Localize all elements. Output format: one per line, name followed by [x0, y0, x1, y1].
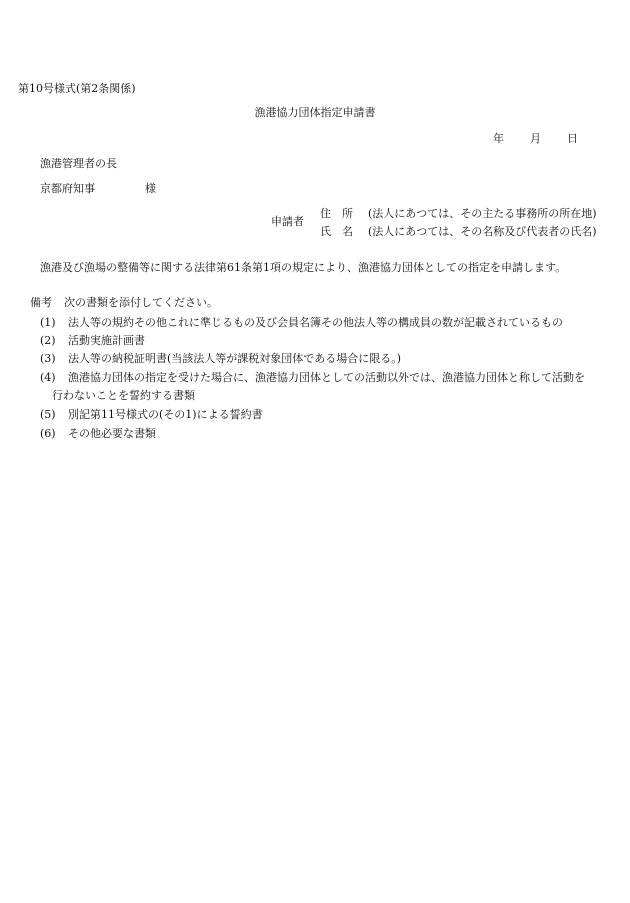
form-number: 第10号様式(第2条関係): [18, 82, 136, 95]
date-day-label: 日: [567, 132, 578, 145]
note-number: (3): [40, 352, 56, 365]
addressee-title: 漁港管理者の長: [40, 157, 117, 170]
notes-heading: [30, 296, 218, 310]
applicant-address-row: [320, 207, 597, 221]
note-number: (2): [40, 334, 56, 347]
note-number: (5): [40, 408, 56, 421]
document-title: 漁港協力団体指定申請書: [254, 106, 376, 119]
note-item-2: [40, 334, 145, 348]
note-item-6: [40, 427, 156, 441]
note-item-3: [40, 352, 401, 366]
note-text: その他必要な書類: [68, 427, 156, 440]
note-text: 法人等の規約その他これに準じるもの及び会員名簿その他法人等の構成員の数が記載されているもの: [68, 316, 563, 329]
name-label: 氏 名: [320, 225, 353, 238]
addressee-honorific: 様: [145, 182, 156, 195]
name-note: (法人にあつては、その名称及び代表者の氏名): [368, 225, 597, 238]
addressee-name: 京都府知事: [40, 182, 95, 195]
note-item-4: [40, 371, 585, 385]
note-item-5: [40, 408, 263, 422]
notes-heading-label: 備考: [30, 296, 52, 309]
date-year-label: 年: [493, 132, 504, 145]
address-label: 住 所: [320, 207, 353, 220]
address-note: (法人にあつては、その主たる事務所の所在地): [368, 207, 597, 220]
applicant-name-row: [320, 225, 597, 239]
note-text: 漁港協力団体の指定を受けた場合に、漁港協力団体としての活動以外では、漁港協力団体と称して活動を: [68, 371, 585, 384]
notes-intro: 次の書類を添付してください。: [64, 296, 218, 309]
date-line: [493, 132, 578, 146]
body-text: 漁港及び漁場の整備等に関する法律第61条第1項の規定により、漁港協力団体としての指定を申請します。: [40, 261, 567, 274]
note-number: (4): [40, 371, 56, 384]
addressee-line: [40, 182, 156, 196]
note-number: (1): [40, 316, 56, 329]
note-number: (6): [40, 427, 56, 440]
note-text: 法人等の納税証明書(当該法人等が課税対象団体である場合に限る。): [68, 352, 402, 365]
note-text: 別記第11号様式の(その1)による誓約書: [68, 408, 263, 421]
note-text: 活動実施計画書: [68, 334, 145, 347]
note-item-4-continuation: 行わないことを誓約する書類: [52, 389, 195, 402]
date-month-label: 月: [530, 132, 541, 145]
note-item-1: [40, 316, 563, 330]
applicant-label: 申請者: [271, 215, 304, 228]
